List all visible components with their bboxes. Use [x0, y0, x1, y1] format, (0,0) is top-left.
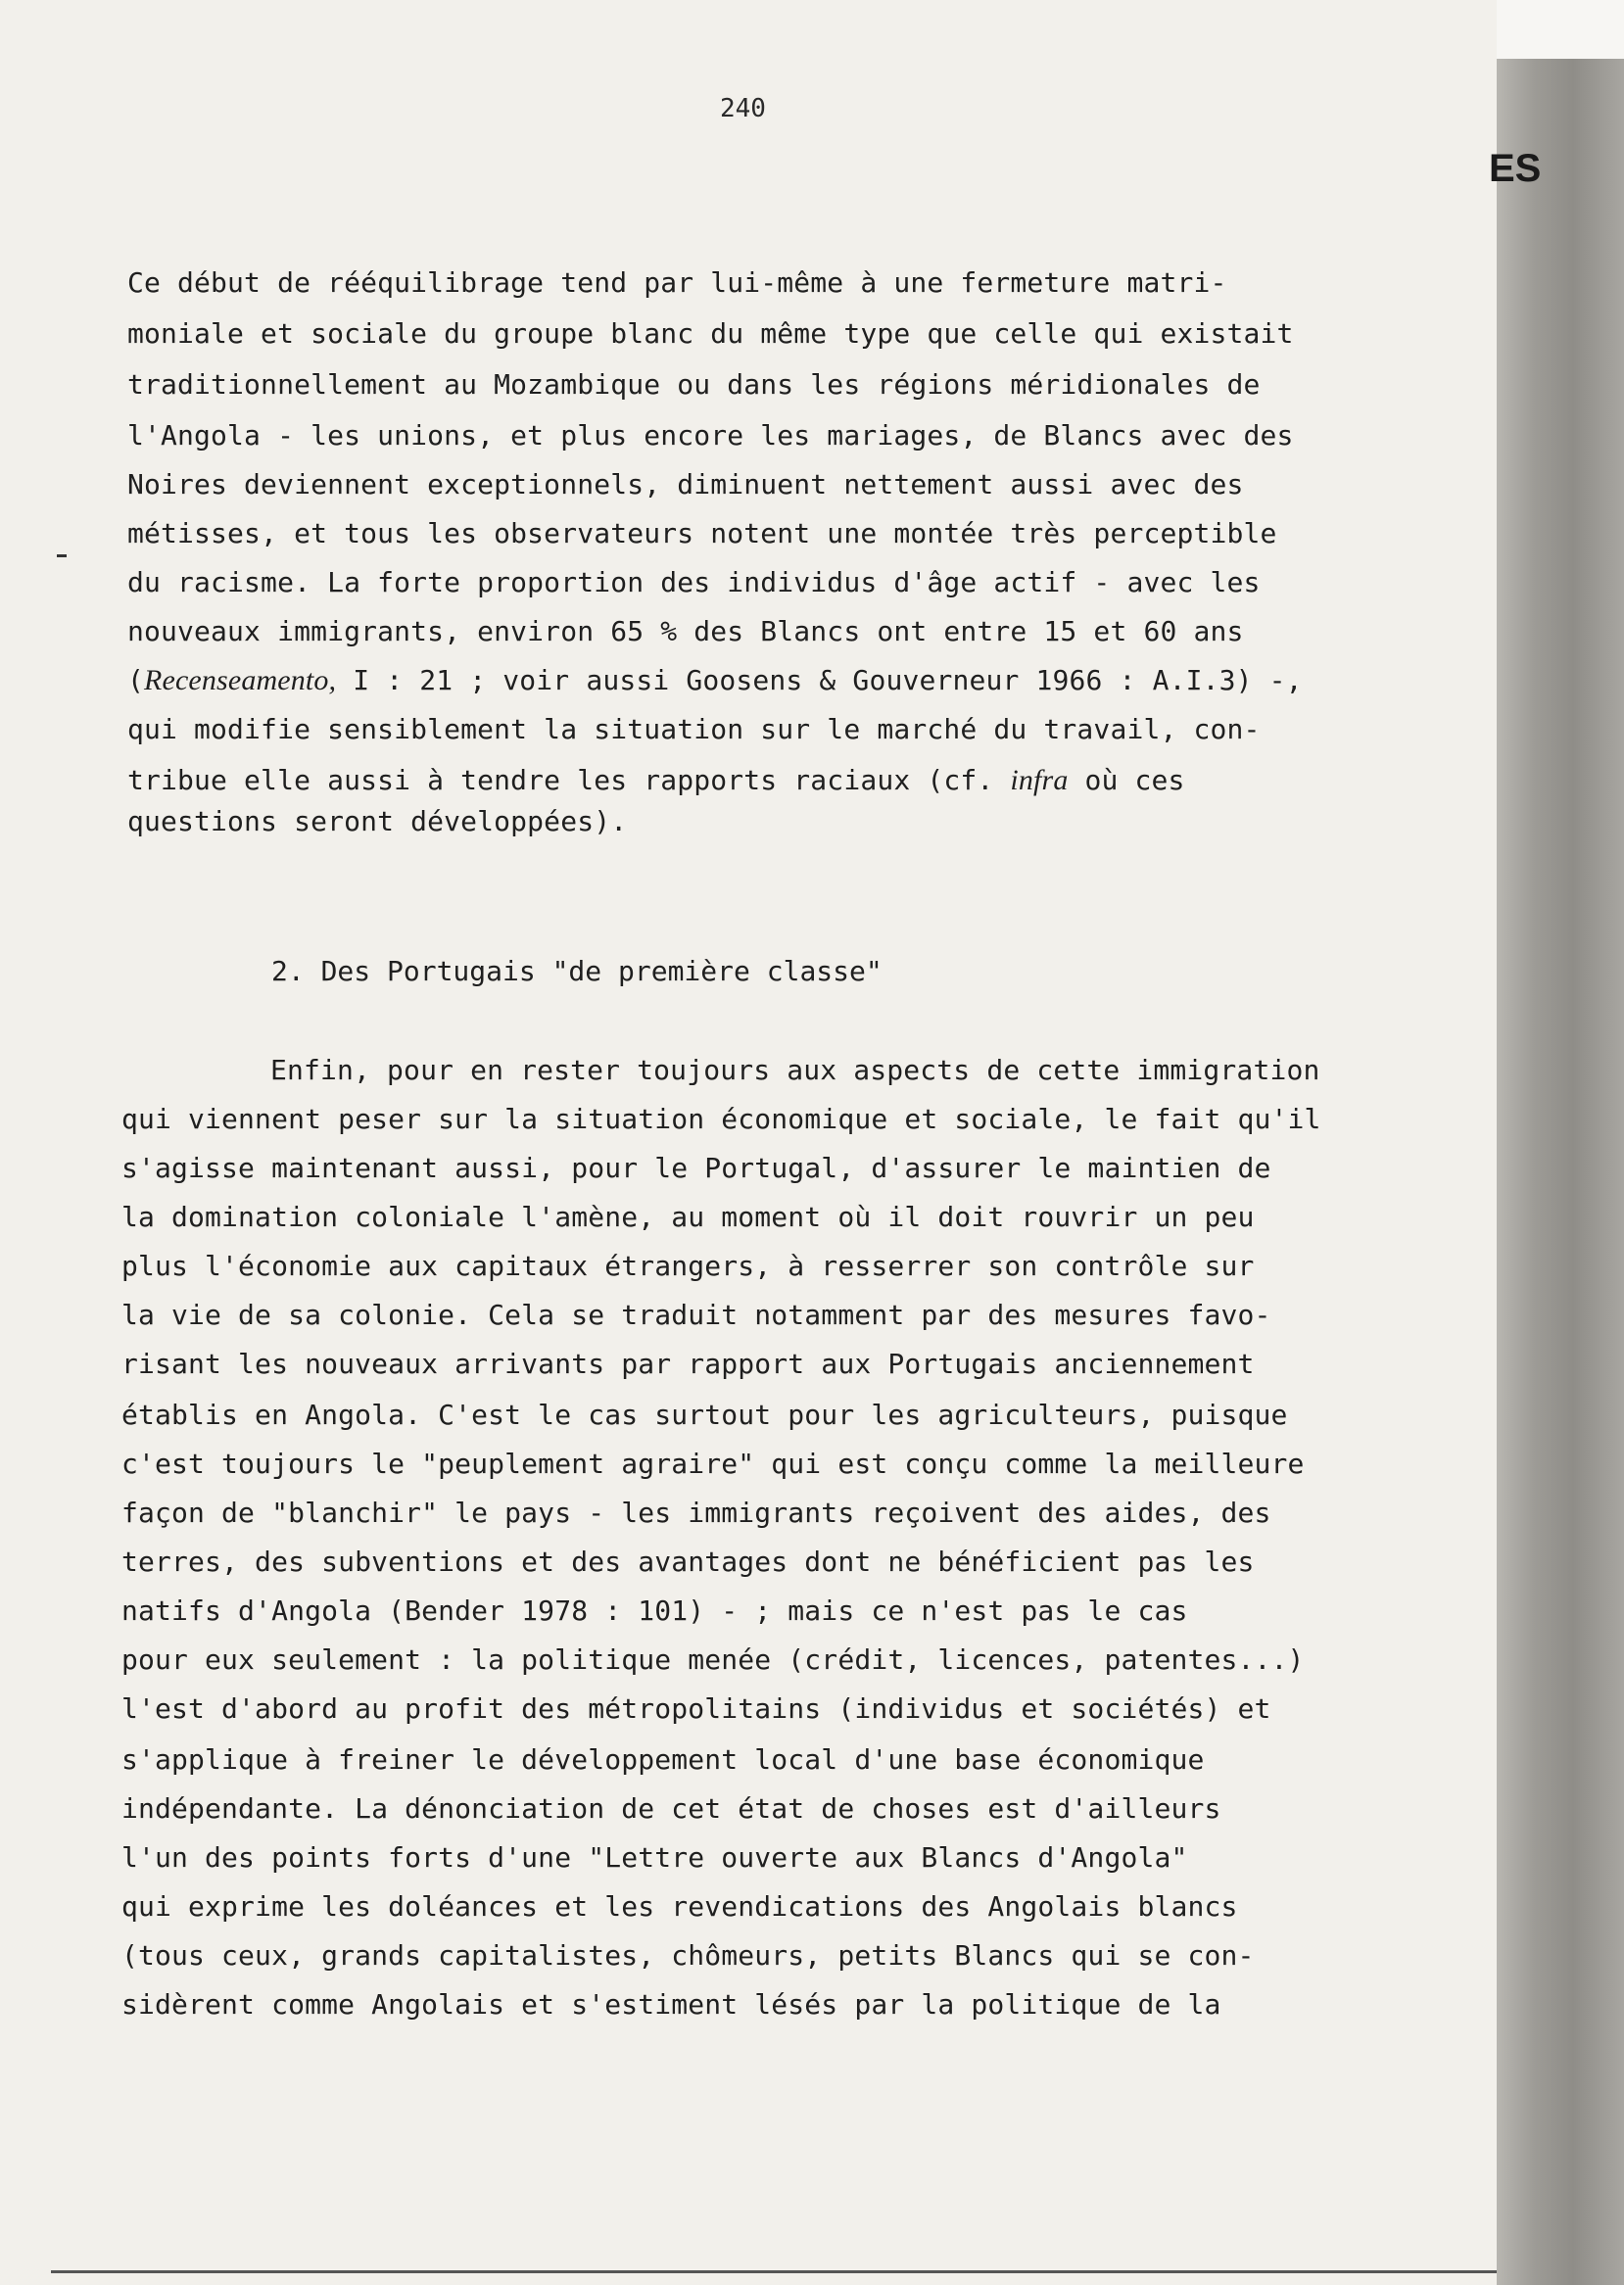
paragraph-line: l'est d'abord au profit des métropolitains (individus et sociétés) et: [121, 1692, 1271, 1725]
paragraph-line-infra: [127, 764, 1185, 797]
paragraph-line: l'un des points forts d'une "Lettre ouverte aux Blancs d'Angola": [121, 1841, 1188, 1874]
paragraph-line: nouveaux immigrants, environ 65 % des Blancs ont entre 15 et 60 ans: [127, 615, 1244, 647]
paragraph-line: Enfin, pour en rester toujours aux aspects de cette immigration: [270, 1054, 1320, 1086]
paren-open: (: [127, 664, 145, 696]
paragraph-line: plus l'économie aux capitaux étrangers, à resserrer son contrôle sur: [121, 1250, 1255, 1282]
paragraph-line: moniale et sociale du groupe blanc du même type que celle qui existait: [127, 317, 1294, 350]
infra-rest: où ces: [1068, 764, 1185, 796]
paragraph-line: questions seront développées).: [127, 805, 628, 837]
paragraph-line: sidèrent comme Angolais et s'estiment lésés par la politique de la: [121, 1988, 1221, 2021]
paragraph-line: qui exprime les doléances et les revendications des Angolais blancs: [121, 1890, 1238, 1923]
paragraph-line: risant les nouveaux arrivants par rapport aux Portugais anciennement: [121, 1348, 1255, 1380]
paragraph-line: traditionnellement au Mozambique ou dans les régions méridionales de: [127, 368, 1261, 401]
right-scan-edge: [1497, 59, 1624, 2285]
paragraph-line: natifs d'Angola (Bender 1978 : 101) - ; mais ce n'est pas le cas: [121, 1595, 1188, 1627]
paragraph-line: façon de "blanchir" le pays - les immigrants reçoivent des aides, des: [121, 1497, 1271, 1529]
citation-rest: I : 21 ; voir aussi Goosens & Gouverneur 1966 : A.I.3) -,: [336, 664, 1303, 696]
paragraph-line: c'est toujours le "peuplement agraire" qui est conçu comme la meilleure: [121, 1448, 1305, 1480]
paragraph-line: pour eux seulement : la politique menée (crédit, licences, patentes...): [121, 1643, 1305, 1676]
paragraph-line: métisses, et tous les observateurs notent une montée très perceptible: [127, 517, 1277, 549]
citation-title: Recenseamento,: [144, 664, 337, 696]
paragraph-line: l'Angola - les unions, et plus encore les mariages, de Blancs avec des: [127, 419, 1294, 452]
page-number: 240: [720, 94, 766, 123]
paragraph-line: terres, des subventions et des avantages dont ne bénéficient pas les: [121, 1546, 1255, 1578]
right-margin-blank: [1497, 0, 1624, 59]
paragraph-line: Noires deviennent exceptionnels, diminuent nettement aussi avec des: [127, 468, 1244, 500]
paragraph-line-citation: [127, 664, 1303, 697]
page-bottom-edge: [51, 2270, 1497, 2273]
edge-fragment-text: ES: [1489, 147, 1542, 190]
paragraph-line: s'applique à freiner le développement local d'une base économique: [121, 1743, 1205, 1776]
paragraph-line: la vie de sa colonie. Cela se traduit notamment par des mesures favo-: [121, 1299, 1271, 1331]
infra-word: infra: [1010, 764, 1069, 796]
paragraph-line: établis en Angola. C'est le cas surtout pour les agriculteurs, puisque: [121, 1399, 1288, 1431]
paragraph-line: qui modifie sensiblement la situation sur le marché du travail, con-: [127, 713, 1261, 745]
infra-prefix: tribue elle aussi à tendre les rapports raciaux (cf.: [127, 764, 1011, 796]
paragraph-line: indépendante. La dénonciation de cet état de choses est d'ailleurs: [121, 1792, 1221, 1825]
paragraph-line: qui viennent peser sur la situation économique et sociale, le fait qu'il: [121, 1103, 1321, 1135]
paragraph-line: Ce début de rééquilibrage tend par lui-même à une fermeture matri-: [127, 266, 1227, 299]
paragraph-line: (tous ceux, grands capitalistes, chômeurs, petits Blancs qui se con-: [121, 1939, 1255, 1972]
paragraph-line: la domination coloniale l'amène, au moment où il doit rouvrir un peu: [121, 1201, 1255, 1233]
paragraph-line: s'agisse maintenant aussi, pour le Portugal, d'assurer le maintien de: [121, 1152, 1271, 1184]
paragraph-line: du racisme. La forte proportion des individus d'âge actif - avec les: [127, 566, 1261, 598]
margin-mark: [57, 554, 67, 557]
section-heading: 2. Des Portugais "de première classe": [271, 955, 883, 987]
